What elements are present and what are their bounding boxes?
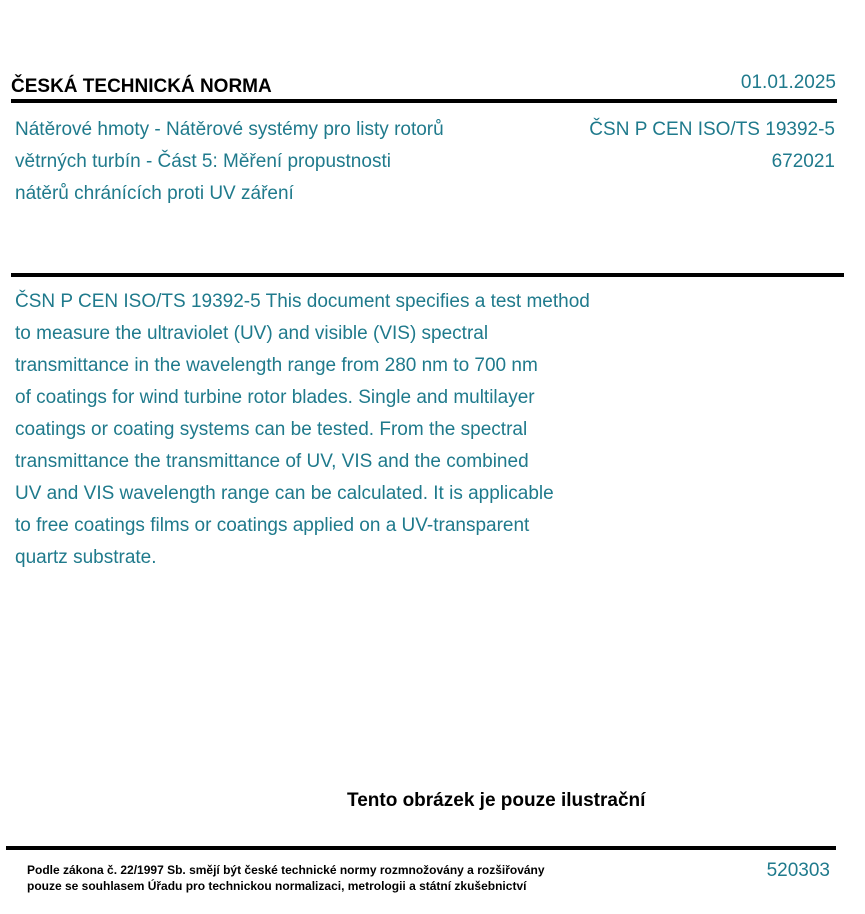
standard-title: Nátěrové hmoty - Nátěrové systémy pro listy rotorů větrných turbín - Část 5: Měření propustnosti nátěrů chránících proti UV záření [15, 119, 444, 204]
class-number: 672021 [771, 151, 835, 172]
legal-notice: Podle zákona č. 22/1997 Sb. smějí být české technické normy rozmnožovány a rozšiřovány pouze se souhlasem Úřadu pro technickou normalizaci, metrologii a státní zkušebnictví [27, 863, 545, 893]
illustration-note: Tento obrázek je pouze ilustrační [347, 790, 646, 811]
header-divider [11, 99, 837, 103]
footer-divider [6, 846, 836, 850]
norm-label: ČESKÁ TECHNICKÁ NORMA [11, 76, 272, 97]
standard-code: ČSN P CEN ISO/TS 19392-5 [589, 119, 835, 140]
title-divider [11, 273, 844, 277]
standard-code-block [589, 114, 835, 178]
abstract-text: ČSN P CEN ISO/TS 19392-5 This document specifies a test method to measure the ultraviolet (UV) and visible (VIS) spectral transmittance in the wavelength range from 280 nm to 700 nm of coatings for wind turbine rotor blades. Single and multilayer coatings or coating systems can be tested. From the spectral transmittance the transmittance of UV, VIS and the combined UV and VIS wavelength range can be calculated. It is applicable to free coatings films or coatings applied on a UV-transparent quartz substrate. [15, 291, 590, 568]
catalog-number: 520303 [766, 860, 830, 881]
publication-date: 01.01.2025 [740, 72, 836, 93]
